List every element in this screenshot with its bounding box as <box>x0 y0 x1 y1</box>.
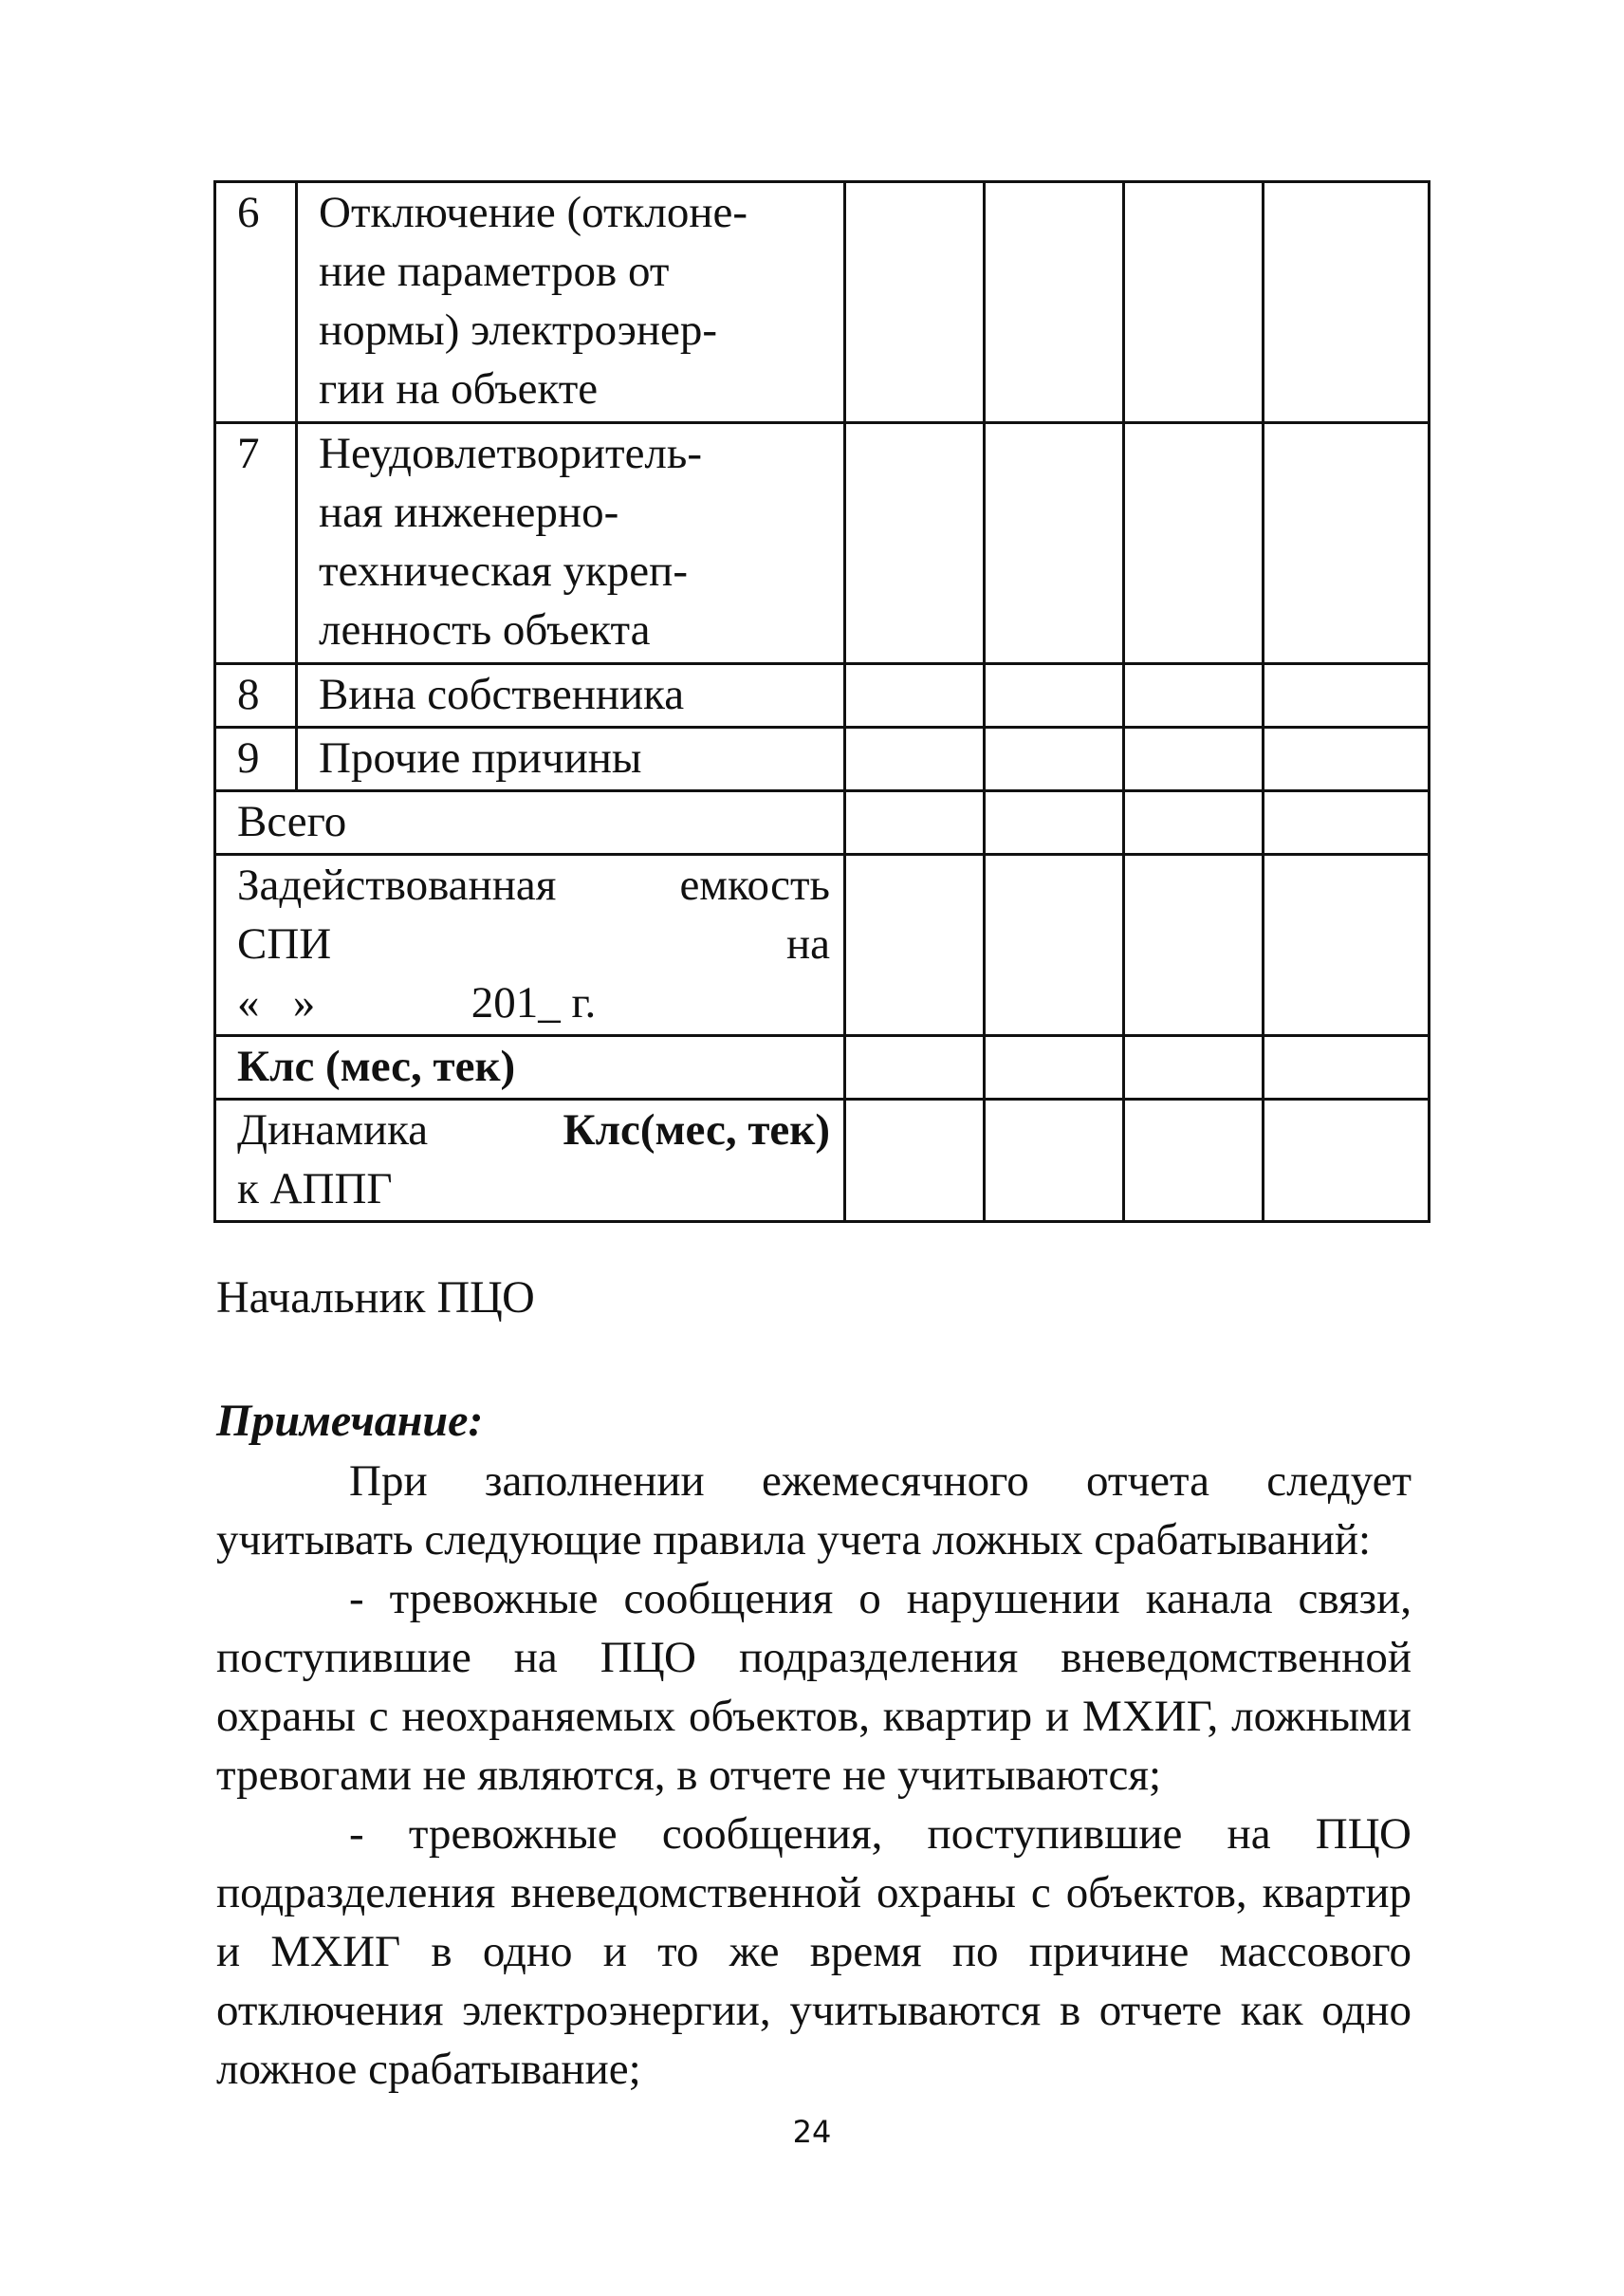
empty-cell <box>1124 182 1264 423</box>
note-title: Примечание: <box>216 1396 484 1446</box>
capacity-text: СПИ <box>237 919 332 969</box>
note-paragraph: При заполнении ежемесячного отчета следует учитывать следующие правила учета ложных срабатываний: <box>216 1456 1412 1565</box>
note-paragraph: - тревожные сообщения, поступившие на ПЦО подразделения вневедомственной охраны с объектов, квартир и МХИГ в одно и то же время по причине массового отключения электроэнергии, учитываются в отчете как одно ложное срабатывание; <box>216 1809 1412 2094</box>
empty-cell <box>985 1036 1124 1100</box>
signature-line: Начальник ПЦО <box>216 1272 535 1323</box>
dynamics-text: Динамика <box>237 1105 429 1155</box>
row-label <box>297 423 845 664</box>
empty-cell <box>985 855 1124 1036</box>
empty-cell <box>845 1036 985 1100</box>
capacity-text: емкость <box>679 861 830 910</box>
klc-row <box>215 1036 1430 1100</box>
empty-cell <box>845 182 985 423</box>
row-label-line: ленность объекта <box>319 605 651 655</box>
dynamics-label <box>215 1100 845 1222</box>
capacity-row <box>215 855 1430 1036</box>
empty-cell <box>1264 855 1430 1036</box>
row-label-line: техническая укреп- <box>319 546 688 596</box>
empty-cell <box>985 664 1124 728</box>
table-row <box>215 728 1430 791</box>
empty-cell <box>985 728 1124 791</box>
table-row <box>215 664 1430 728</box>
empty-cell <box>845 728 985 791</box>
empty-cell <box>1124 664 1264 728</box>
row-number: 6 <box>215 182 297 423</box>
table-row <box>215 423 1430 664</box>
empty-cell <box>985 182 1124 423</box>
capacity-label <box>215 855 845 1036</box>
dynamics-line <box>237 1101 830 1159</box>
total-label: Всего <box>215 791 845 855</box>
empty-cell <box>1124 855 1264 1036</box>
row-label-line: нормы) электроэнер- <box>319 306 718 355</box>
dynamics-row <box>215 1100 1430 1222</box>
row-label: Прочие причины <box>297 728 845 791</box>
dynamics-line: к АППГ <box>237 1164 393 1213</box>
empty-cell <box>1264 664 1430 728</box>
empty-cell <box>845 664 985 728</box>
row-label-line: гии на объекте <box>319 364 599 414</box>
capacity-text: Задействованная <box>237 861 557 910</box>
empty-cell <box>1264 791 1430 855</box>
empty-cell <box>845 1100 985 1222</box>
total-row <box>215 791 1430 855</box>
empty-cell <box>845 791 985 855</box>
report-table <box>213 180 1430 1223</box>
row-label-line: Неудовлетворитель- <box>319 429 702 478</box>
report-table-container <box>213 180 1430 1223</box>
empty-cell <box>845 423 985 664</box>
dynamics-bold-text: Клс(мес, тек) <box>563 1105 830 1155</box>
klc-label: Клс (мес, тек) <box>215 1036 845 1100</box>
row-number: 7 <box>215 423 297 664</box>
capacity-line <box>237 856 830 915</box>
capacity-date: « » 201_ г. <box>237 978 597 1028</box>
empty-cell <box>1264 182 1430 423</box>
table-row <box>215 182 1430 423</box>
empty-cell <box>1124 1036 1264 1100</box>
empty-cell <box>1264 1036 1430 1100</box>
empty-cell <box>1124 728 1264 791</box>
empty-cell <box>985 423 1124 664</box>
row-label <box>297 182 845 423</box>
row-label-line: ная инженерно- <box>319 488 619 537</box>
empty-cell <box>985 791 1124 855</box>
note-body <box>216 1452 1412 2099</box>
empty-cell <box>1264 728 1430 791</box>
row-label: Вина собственника <box>297 664 845 728</box>
capacity-line <box>237 915 830 973</box>
row-number: 9 <box>215 728 297 791</box>
empty-cell <box>985 1100 1124 1222</box>
empty-cell <box>1264 423 1430 664</box>
note-paragraph: - тревожные сообщения о нарушении канала связи, поступившие на ПЦО подразделения вневедомственной охраны с неохраняемых объектов, квартир и МХИГ, ложными тревогами не являются, в отчете не учитываются; <box>216 1574 1412 1800</box>
capacity-text: на <box>785 919 830 969</box>
row-number: 8 <box>215 664 297 728</box>
row-label-line: ние параметров от <box>319 247 670 296</box>
empty-cell <box>845 855 985 1036</box>
empty-cell <box>1264 1100 1430 1222</box>
row-label-line: Отключение (отклоне- <box>319 188 748 237</box>
empty-cell <box>1124 1100 1264 1222</box>
capacity-date-line <box>237 973 830 1032</box>
empty-cell <box>1124 423 1264 664</box>
page-number: 24 <box>792 2114 832 2150</box>
empty-cell <box>1124 791 1264 855</box>
